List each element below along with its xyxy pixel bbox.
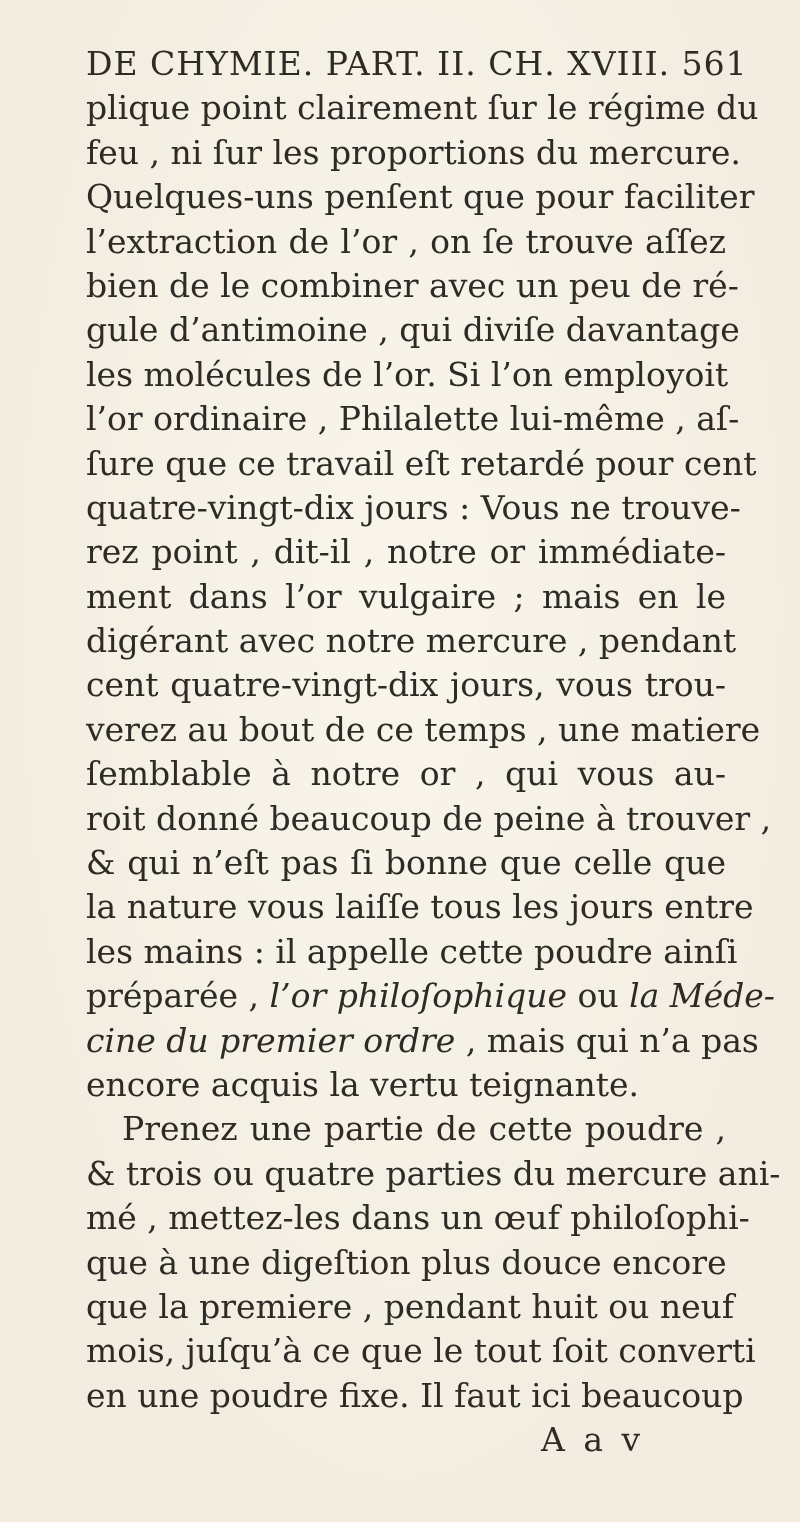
text-line: en une poudre fixe. Il faut ici beaucoup <box>86 1375 744 1415</box>
text-line: ment dans l’or vulgaire ; mais en le <box>86 576 726 616</box>
text-line: digérant avec notre mercure , pendant <box>86 621 737 661</box>
text-line: gule d’antimoine , qui diviſe davantage <box>86 310 740 350</box>
text-line-mixed <box>86 1019 759 1063</box>
text-run: préparée , <box>86 976 270 1016</box>
text-line: roit donné beaucoup de peine à trouver , <box>86 798 772 838</box>
text-line: mé , mettez-les dans un œuf philoſophi- <box>86 1198 750 1238</box>
text-run: , mais qui n’a pas <box>455 1020 759 1060</box>
text-line: & trois ou quatre parties du mercure ani- <box>86 1153 781 1193</box>
text-line: les molécules de l’or. Si l’on employoit <box>86 354 729 394</box>
text-line: la nature vous laiſſe tous les jours entre <box>86 887 754 927</box>
signature-mark: A a v <box>541 1420 645 1460</box>
italic-term: l’or philoſophique <box>269 976 567 1016</box>
italic-term: la Méde- <box>629 976 775 1016</box>
page-text <box>86 42 781 1463</box>
running-head-title: DE CHYMIE. PART. II. CH. XVIII. <box>86 44 671 83</box>
text-line: verez au bout de ce temps , une matiere <box>86 709 761 749</box>
text-line: & qui n’eſt pas ſi bonne que celle que <box>86 843 726 883</box>
paragraph-start-line: Prenez une partie de cette poudre , <box>122 1109 726 1149</box>
text-line: feu , ni ſur les proportions du mercure. <box>86 132 741 172</box>
running-header <box>86 42 748 86</box>
text-line: plique point clairement ſur le régime du <box>86 88 759 128</box>
text-line: quatre-vingt-dix jours : Vous ne trouve- <box>86 487 741 527</box>
text-line: ſemblable à notre or , qui vous au- <box>86 754 726 794</box>
text-line: l’extraction de l’or , on ſe trouve aſſez <box>86 221 726 261</box>
text-line: ſure que ce travail eſt retardé pour cent <box>86 443 757 483</box>
text-line: mois, juſqu’à ce que le tout ſoit converti <box>86 1331 756 1371</box>
text-line-mixed <box>86 974 775 1018</box>
text-line: l’or ordinaire , Philalette lui-même , aſ- <box>86 399 740 439</box>
text-line: rez point , dit-il , notre or immédiate- <box>86 532 726 572</box>
text-line: que à une digeſtion plus douce encore <box>86 1242 727 1282</box>
page-number: 561 <box>681 44 748 83</box>
paragraph-end-line: encore acquis la vertu teignante. <box>86 1064 640 1104</box>
text-line: les mains : il appelle cette poudre ainſi <box>86 931 738 971</box>
text-line: Quelques-uns penſent que pour faciliter <box>86 177 755 217</box>
text-line: cent quatre-vingt-dix jours, vous trou- <box>86 665 726 705</box>
text-run: ou <box>566 976 630 1016</box>
signature-line <box>86 1418 726 1462</box>
text-line: que la premiere , pendant huit ou neuf <box>86 1286 735 1326</box>
text-line: bien de le combiner avec un peu de ré- <box>86 265 739 305</box>
italic-term: cine du premier ordre <box>86 1020 456 1060</box>
